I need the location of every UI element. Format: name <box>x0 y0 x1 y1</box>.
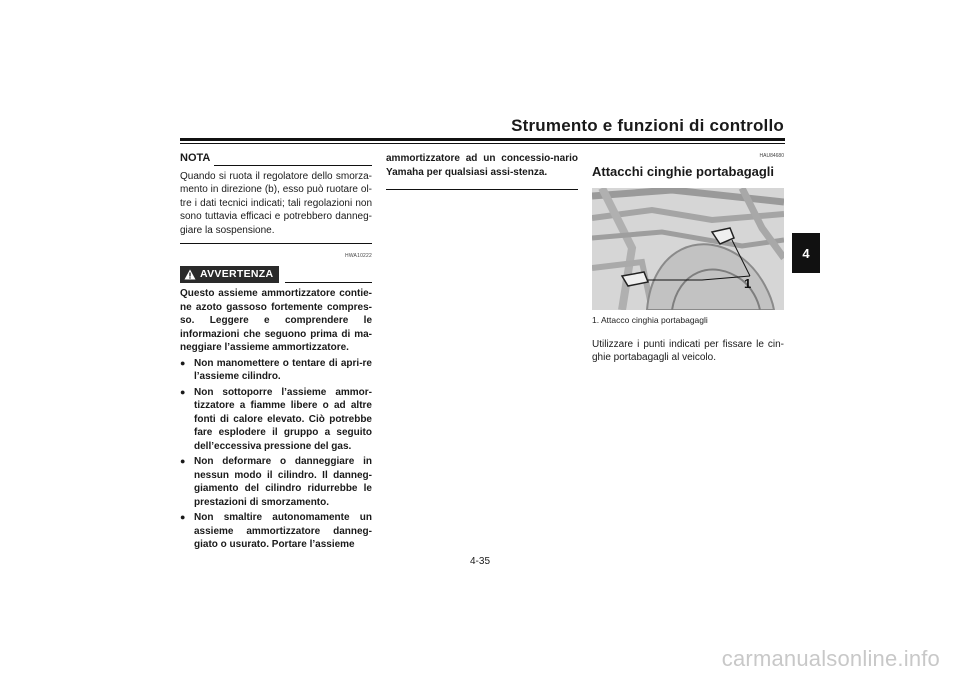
luggage-strap-hook-figure <box>592 188 784 310</box>
nota-text: Quando si ruota il regolatore dello smorza-mento in direzione (b), esso può ruotare ol-tre i dati tecnici indicati; tali regolazioni non sono tuttavia efficaci e potrebbero danneg-giare la sospensione. <box>180 170 372 236</box>
warning-label: AVVERTENZA <box>200 267 274 280</box>
section-body: Utilizzare i punti indicati per fissare le cin-ghie portabagagli al veicolo. <box>592 338 784 363</box>
nota-end-rule <box>180 243 372 244</box>
page-header-title: Strumento e funzioni di controllo <box>511 116 784 135</box>
column-1 <box>180 152 372 552</box>
nota-rule <box>214 159 372 166</box>
section-title: Attacchi cinghie portabagagli <box>592 163 775 179</box>
motorcycle-rear-illustration <box>592 188 784 310</box>
warning-code: HWA10222 <box>345 253 372 259</box>
warning-bullets <box>180 357 372 552</box>
column-2 <box>386 152 578 190</box>
bullet-icon: ● <box>180 456 186 466</box>
list-item: ● Non sottoporre l’assieme ammor-tizzatore a fiamme libere o ad altre fonti di calore elevato. Ciò potrebbe fare esplodere il gruppo a seguito dell’eccessiva pressione del gas. <box>180 386 372 452</box>
warning-rule <box>285 280 372 283</box>
watermark: carmanualsonline.info <box>721 646 940 671</box>
warning-continued-text: ammortizzatore ad un concessio-nario Yamaha per qualsiasi assi-stenza. <box>386 153 578 178</box>
column-3 <box>592 150 784 365</box>
warning-triangle-icon <box>184 269 196 280</box>
nota-heading <box>180 152 372 166</box>
bullet-icon: ● <box>180 357 186 368</box>
header-rule <box>180 138 785 141</box>
warning-badge <box>180 266 279 284</box>
nota-label: NOTA <box>180 152 211 164</box>
section-code: HAU84680 <box>759 153 784 159</box>
list-item: ● Non deformare o danneggiare in nessun modo il cilindro. Il danneg-giamento del cilindro ridurrebbe le prestazioni di smorzamento. <box>180 456 372 508</box>
bullet-icon: ● <box>180 512 186 522</box>
warning-intro: Questo assieme ammortizzatore contie-ne azoto gassoso fortemente compres-so. Leggere e comprendere le informazioni che seguono prima di ma-neggiare l’assieme ammortizzatore. <box>180 288 372 353</box>
list-item: ● Non manomettere o tentare di apri-re l’assieme cilindro. <box>180 357 372 382</box>
list-item: ● Non smaltire autonomamente un assieme ammortizzatore danneg-giato o usurato. Portare l’assieme <box>180 512 372 550</box>
warning-heading <box>180 266 372 284</box>
bullet-icon: ● <box>180 386 186 397</box>
figure-caption: 1. Attacco cinghia portabagagli <box>592 315 708 325</box>
page-number: 4-35 <box>469 556 490 567</box>
warning-end-rule <box>386 189 578 190</box>
header-rule-thin <box>180 143 785 144</box>
callout-number: 1 <box>744 276 752 291</box>
chapter-tab: 4 <box>792 233 820 273</box>
